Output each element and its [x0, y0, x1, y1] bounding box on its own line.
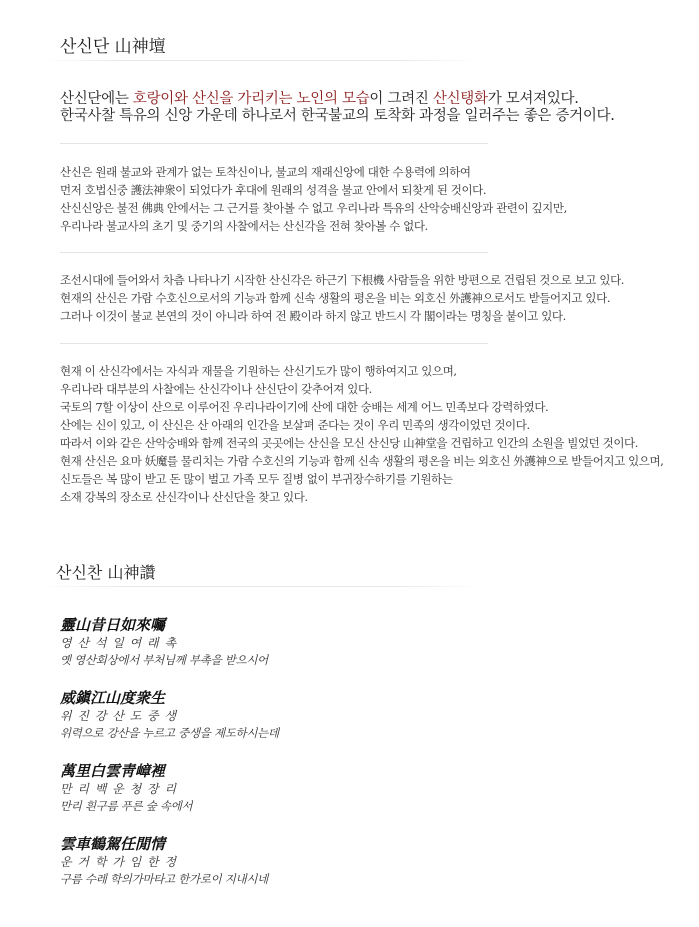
- paragraph-2: [60, 271, 680, 325]
- verse-reading: 만 리 백 운 청 장 리: [60, 782, 178, 796]
- verse-hanja: 萬里白雲靑嶂裡: [60, 762, 166, 780]
- paragraph-1-line: 우리나라 불교사의 초기 및 중기의 사찰에서는 산신각을 전혀 찾아볼 수 없다.: [60, 219, 428, 233]
- verse-meaning: 옛 영산회상에서 부처님께 부촉을 받으시어: [60, 653, 268, 667]
- verse-1: [60, 616, 268, 669]
- section1-title: 산신단 山神壇: [60, 37, 166, 57]
- paragraph-3-line: 우리나라 대부분의 사찰에는 산신각이나 산신단이 갖추어져 있다.: [60, 382, 372, 396]
- lead-line-1-b: 이 그려진: [369, 91, 433, 107]
- paragraph-2-line: 현재의 산신은 가람 수호신으로서의 기능과 함께 신속 생활의 평온을 비는 외호신 外護神으로서도 받들어지고 있다.: [60, 291, 611, 305]
- section1-title-rule: [40, 60, 480, 61]
- divider-2: [60, 252, 488, 253]
- verse-hanja: 雲車鶴駕任閒情: [60, 835, 166, 853]
- paragraph-1: [60, 163, 680, 235]
- paragraph-3: [60, 362, 680, 506]
- paragraph-1-line: 산신신앙은 불전 佛典 안에서는 그 근거를 찾아볼 수 없고 우리나라 특유의 산악숭배신앙과 관련이 깊지만,: [60, 201, 567, 215]
- paragraph-1-line: 산신은 원래 불교와 관계가 없는 토착신이나, 불교의 재래신앙에 대한 수용력에 의하여: [60, 165, 471, 179]
- section2-title-rule: [40, 586, 480, 587]
- paragraph-3-line: 소재 강복의 장소로 산신각이나 산신단을 찾고 있다.: [60, 490, 308, 504]
- verse-meaning: 구름 수레 학의가마타고 한가로이 지내시네: [60, 872, 268, 886]
- paragraph-1-line: 먼저 호법신중 護法神衆이 되었다가 후대에 원래의 성격을 불교 안에서 되찾게 된 것이다.: [60, 183, 487, 197]
- lead-line-1: [60, 91, 660, 108]
- verse-reading: 운 거 학 가 임 한 정: [60, 855, 178, 869]
- paragraph-3-line: 신도들은 복 많이 받고 돈 많이 벌고 가족 모두 질병 없이 부귀장수하기를 기원하는: [60, 472, 453, 486]
- paragraph-2-line: 그러나 이것이 불교 본연의 것이 아니라 하여 전 殿이라 하지 않고 반드시 각 閣이라는 명칭을 붙이고 있다.: [60, 309, 566, 323]
- verse-meaning: 만리 흰구름 푸른 숲 속에서: [60, 799, 193, 813]
- verse-hanja: 威鎭江山度衆生: [60, 689, 166, 707]
- lead-highlight-1: 호랑이와 산신을 가리키는 노인의 모습: [132, 91, 370, 107]
- verse-4: [60, 835, 268, 888]
- lead-highlight-2: 산신탱화: [432, 91, 488, 107]
- paragraph-3-line: 산에는 신이 있고, 이 산신은 산 아래의 인간을 보살펴 준다는 것이 우리 민족의 생각이었던 것이다.: [60, 418, 530, 432]
- verse-2: [60, 689, 279, 742]
- verse-reading: 위 진 강 산 도 중 생: [60, 709, 178, 723]
- section2-title: 산신찬 山神讚: [56, 563, 156, 582]
- verse-reading: 영 산 석 일 여 래 촉: [60, 636, 178, 650]
- lead-line-1-a: 산신단에는: [60, 91, 133, 107]
- paragraph-3-line: 현재 산신은 요마 妖魔를 물리치는 가람 수호신의 기능과 함께 신속 생활의 평온을 비는 외호신 外護神으로 받들어지고 있으며,: [60, 454, 664, 468]
- lead-line-2: 한국사찰 특유의 신앙 가운데 하나로서 한국불교의 토착화 과정을 일러주는 좋은 증거이다.: [60, 108, 615, 124]
- lead-text: [60, 91, 660, 125]
- paragraph-3-line: 국토의 7할 이상이 산으로 이루어진 우리나라이기에 산에 대한 숭배는 세계 어느 민족보다 강력하였다.: [60, 400, 549, 414]
- paragraph-3-line: 따라서 이와 같은 산악숭배와 함께 전국의 곳곳에는 산신을 모신 산신당 山神堂을 건립하고 인간의 소원을 빌었던 것이다.: [60, 436, 638, 450]
- lead-line-1-c: 가 모셔져있다.: [487, 91, 579, 107]
- verse-hanja: 靈山昔日如來囑: [60, 616, 166, 634]
- paragraph-2-line: 조선시대에 들어와서 차츰 나타나기 시작한 산신각은 하근기 下根機 사람들을 위한 방편으로 건립된 것으로 보고 있다.: [60, 273, 625, 287]
- paragraph-3-line: 현재 이 산신각에서는 자식과 재물을 기원하는 산신기도가 많이 행하여지고 있으며,: [60, 364, 457, 378]
- divider-3: [60, 343, 488, 344]
- verse-3: [60, 762, 192, 815]
- divider-1: [60, 143, 488, 144]
- verse-meaning: 위력으로 강산을 누르고 중생을 제도하시는데: [60, 726, 279, 740]
